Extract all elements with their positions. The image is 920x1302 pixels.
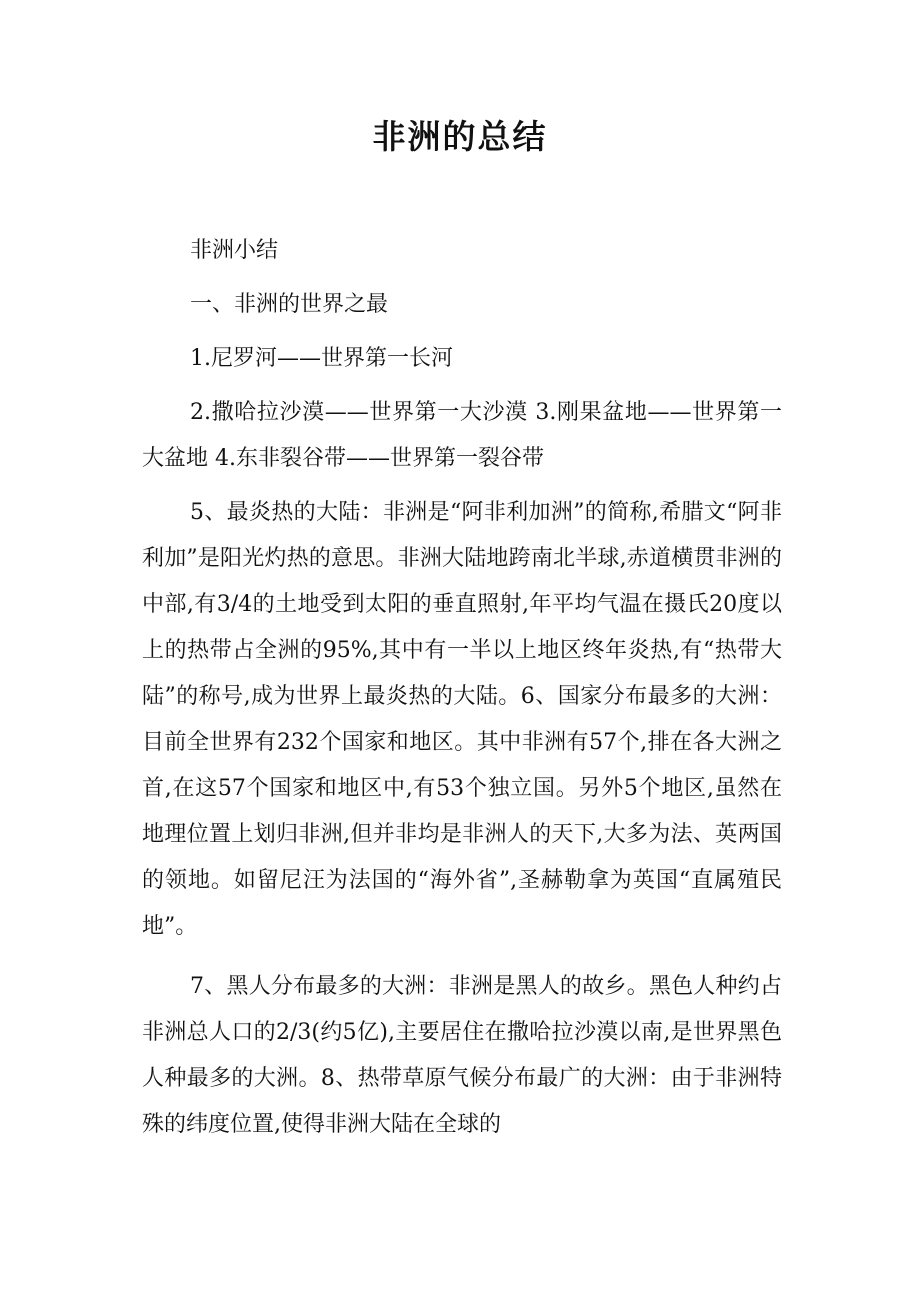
document-title: 非洲的总结 [372, 117, 548, 156]
paragraph-items-2-4: 2.撒哈拉沙漠——世界第一大沙漠 3.刚果盆地——世界第一大盆地 4.东非裂谷带——世界第一裂谷带 [142, 400, 782, 471]
paragraph-heading: 非洲小结 [190, 238, 279, 263]
document-body [142, 228, 782, 1148]
paragraph-section-title: 一、非洲的世界之最 [190, 292, 389, 317]
paragraph-items-7-8: 7、黑人分布最多的大洲：非洲是黑人的故乡。黑色人种约占非洲总人口的2/3(约5亿),主要居住在撒哈拉沙漠以南,是世界黑色人种最多的大洲。8、热带草原气候分布最广的大洲：由于非洲特殊的纬度位置,使得非洲大陆在全球的 [142, 974, 782, 1137]
paragraph-item-1: 1.尼罗河——世界第一长河 [190, 346, 453, 371]
paragraph-items-5-6: 5、最炎热的大陆：非洲是“阿非利加洲”的简称,希腊文“阿非利加”是阳光灼热的意思。非洲大陆地跨南北半球,赤道横贯非洲的中部,有3/4的土地受到太阳的垂直照射,年平均气温在摄氏20度以上的热带占全洲的95%,其中有一半以上地区终年炎热,有“热带大陆”的称号,成为世界上最炎热的大陆。6、国家分布最多的大洲：目前全世界有232个国家和地区。其中非洲有57个,排在各大洲之首,在这57个国家和地区中,有53个独立国。另外5个地区,虽然在地理位置上划归非洲,但并非均是非洲人的天下,大多为法、英两国的领地。如留尼汪为法国的“海外省”,圣赫勒拿为英国“直属殖民地”。 [142, 500, 782, 939]
